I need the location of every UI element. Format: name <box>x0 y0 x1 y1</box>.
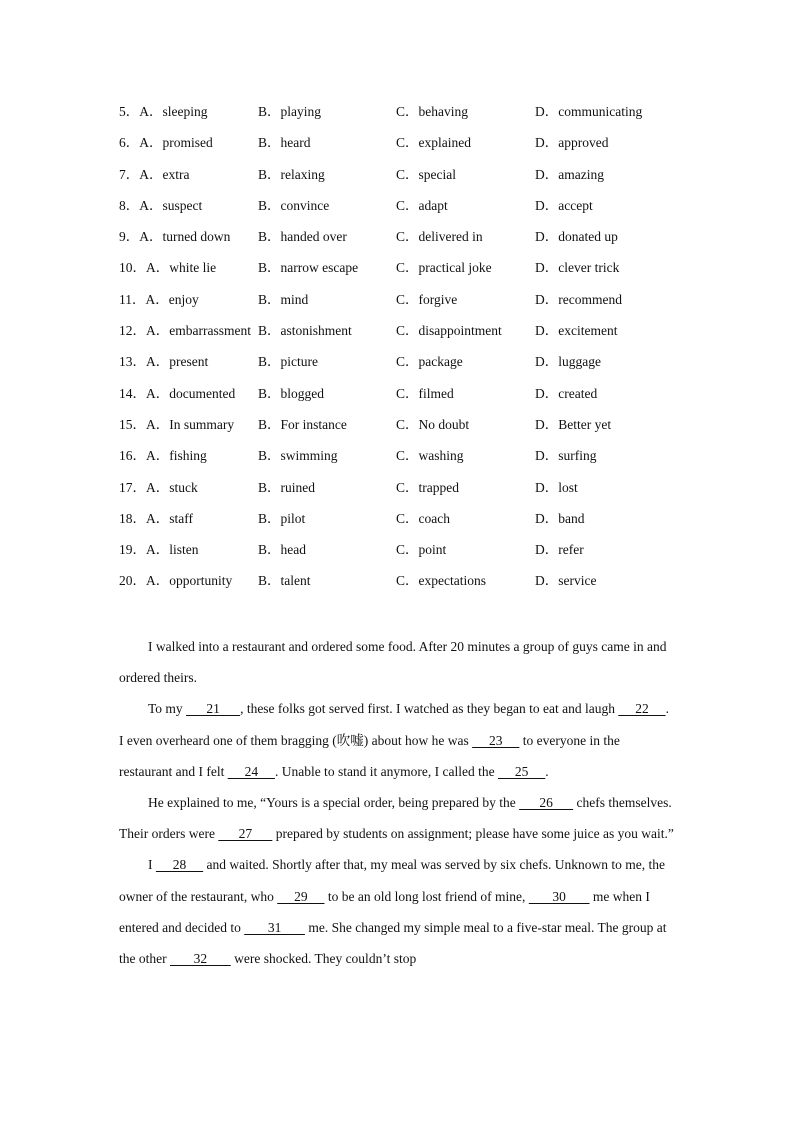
blank-26: 26 <box>519 795 574 811</box>
option-b: B．mind <box>258 291 309 307</box>
text: to be an old long lost friend of mine, <box>324 888 529 904</box>
option-b: B．picture <box>258 354 318 370</box>
option-d: D．clever trick <box>535 260 620 276</box>
option-a <box>119 445 207 467</box>
option-c: C．expectations <box>396 573 486 589</box>
paragraph-4 <box>119 849 675 974</box>
text: . Unable to stand it anymore, I called the <box>274 763 499 779</box>
option-b: B．ruined <box>258 479 315 495</box>
blank-23: 23 <box>472 732 520 748</box>
option-a <box>119 132 213 154</box>
option-c: C．delivered in <box>396 229 483 245</box>
option-a <box>119 508 193 530</box>
option-a <box>119 257 216 279</box>
option-c: C．explained <box>396 135 471 151</box>
option-c: C．trapped <box>396 479 459 495</box>
option-d: D．created <box>535 385 598 401</box>
text: He explained to me, “Yours is a special order, being prepared by the <box>148 795 520 811</box>
blank-27: 27 <box>218 826 273 842</box>
blank-21: 21 <box>186 701 241 717</box>
text: were shocked. They couldn’t stop <box>230 951 417 967</box>
option-c: C．special <box>396 166 456 182</box>
option-c: C．practical joke <box>396 260 492 276</box>
text: and waited. Shortly after that, my meal was served by six chefs. Unknown to me, the owner of the restaurant, who <box>119 857 666 904</box>
question-number: 16． <box>119 448 146 464</box>
option-b: B．talent <box>258 573 311 589</box>
option-b: B．handed over <box>258 229 347 245</box>
blank-30: 30 <box>528 888 590 904</box>
option-a-text: A．suspect <box>139 197 203 213</box>
blank-24: 24 <box>227 763 275 779</box>
option-d: D．luggage <box>535 354 601 370</box>
option-b: B．swimming <box>258 448 338 464</box>
option-a-text: A．documented <box>146 385 236 401</box>
option-a <box>119 226 230 248</box>
question-row <box>119 226 719 257</box>
text: I <box>148 857 156 873</box>
option-a-text: A．enjoy <box>145 291 199 307</box>
option-b: B．astonishment <box>258 323 352 339</box>
question-number: 20． <box>119 573 146 589</box>
option-d: D．lost <box>535 479 578 495</box>
question-row <box>119 570 719 601</box>
option-a-text: A．turned down <box>139 229 231 245</box>
option-a <box>119 477 198 499</box>
question-number: 19． <box>119 542 146 558</box>
option-c: C．coach <box>396 510 450 526</box>
option-d: D．communicating <box>535 104 643 119</box>
text: prepared by students on assignment; please have some juice as you wait.” <box>272 826 674 842</box>
option-a-text: A．present <box>146 354 209 370</box>
question-row <box>119 195 719 226</box>
question-number: 10． <box>119 260 146 276</box>
option-d: D．approved <box>535 135 609 151</box>
question-row <box>119 414 719 445</box>
question-row <box>119 289 719 320</box>
option-a-text: A．promised <box>139 135 213 151</box>
option-b: B．For instance <box>258 416 347 432</box>
question-row <box>119 383 719 414</box>
option-c: C．No doubt <box>396 416 470 432</box>
question-number: 12． <box>119 323 146 339</box>
option-d: D．excitement <box>535 323 618 339</box>
blank-25: 25 <box>498 763 546 779</box>
blank-28: 28 <box>155 857 204 873</box>
option-d: D．recommend <box>535 291 622 307</box>
question-row <box>119 539 719 570</box>
text: to everyone in the restaurant and I felt <box>119 732 620 779</box>
question-row <box>119 477 719 508</box>
option-c: C．filmed <box>396 385 454 401</box>
option-a-text: A．In summary <box>146 416 235 432</box>
option-c: C．forgive <box>396 291 458 307</box>
option-a <box>119 383 235 405</box>
option-b: B．heard <box>258 135 311 151</box>
option-d: D．donated up <box>535 229 618 245</box>
blank-29: 29 <box>277 888 325 904</box>
paragraph-2 <box>119 693 675 787</box>
question-options-list <box>119 101 719 602</box>
text: me. She changed my simple meal to a five-star meal. The group at the other <box>119 919 667 967</box>
blank-32: 32 <box>169 951 231 967</box>
question-number: 8． <box>119 197 140 213</box>
option-a-text: A．sleeping <box>139 104 208 119</box>
option-a <box>119 164 189 186</box>
question-row <box>119 257 719 288</box>
question-row <box>119 320 719 351</box>
question-row <box>119 132 719 163</box>
question-number: 13． <box>119 354 146 370</box>
option-a-text: A．embarrassment <box>146 323 251 339</box>
option-a <box>119 289 199 311</box>
option-a-text: A．white lie <box>146 260 217 276</box>
option-a-text: A．stuck <box>146 479 198 495</box>
option-a <box>119 570 232 592</box>
text: To my <box>148 701 187 717</box>
option-a-text: A．staff <box>146 510 193 526</box>
question-row <box>119 508 719 539</box>
question-number: 7． <box>119 166 140 182</box>
question-row <box>119 101 719 132</box>
option-b: B．convince <box>258 197 330 213</box>
option-a <box>119 351 208 373</box>
option-d: D．accept <box>535 197 593 213</box>
option-a-text: A．fishing <box>146 448 207 464</box>
option-b: B．playing <box>258 104 321 119</box>
option-c: C．package <box>396 354 463 370</box>
option-a-text: A．extra <box>139 166 190 182</box>
blank-22: 22 <box>618 701 666 717</box>
option-a <box>119 320 251 342</box>
blank-31: 31 <box>244 919 305 935</box>
option-a <box>119 195 202 217</box>
option-b: B．pilot <box>258 510 306 526</box>
option-b: B．head <box>258 542 306 558</box>
question-row <box>119 351 719 382</box>
option-c: C．adapt <box>396 197 448 213</box>
text: chefs themselves. Their orders were <box>119 795 672 842</box>
option-a <box>119 539 199 561</box>
question-number: 11． <box>119 291 146 307</box>
text: me when I entered and decided to <box>119 888 650 935</box>
paragraph-3 <box>119 787 675 849</box>
option-c: C．behaving <box>396 104 468 119</box>
option-c: C．washing <box>396 448 464 464</box>
question-row <box>119 445 719 476</box>
option-d: D．refer <box>535 542 584 558</box>
cloze-passage <box>119 631 675 974</box>
option-c: C．disappointment <box>396 323 502 339</box>
question-number: 5． <box>119 104 140 119</box>
question-row <box>119 164 719 195</box>
question-number: 18． <box>119 510 146 526</box>
question-number: 17． <box>119 479 146 495</box>
question-number: 14． <box>119 385 146 401</box>
text: . I even overheard one of them bragging (吹嘘) about how he was <box>119 701 669 748</box>
option-b: B．blogged <box>258 385 324 401</box>
option-d: D．surfing <box>535 448 597 464</box>
option-b: B．relaxing <box>258 166 325 182</box>
option-a <box>119 414 234 436</box>
option-a <box>119 101 208 123</box>
option-a-text: A．opportunity <box>146 573 233 589</box>
option-d: D．band <box>535 510 585 526</box>
option-b: B．narrow escape <box>258 260 359 276</box>
text: . <box>545 763 549 779</box>
question-number: 15． <box>119 416 146 432</box>
option-d: D．Better yet <box>535 416 612 432</box>
option-d: D．amazing <box>535 166 604 182</box>
option-c: C．point <box>396 542 447 558</box>
paragraph-1: I walked into a restaurant and ordered some food. After 20 minutes a group of guys came in and ordered theirs. <box>119 639 667 686</box>
question-number: 9． <box>119 229 140 245</box>
option-d: D．service <box>535 573 597 589</box>
question-number: 6． <box>119 135 140 151</box>
text: , these folks got served first. I watched as they began to eat and laugh <box>240 701 619 717</box>
option-a-text: A．listen <box>146 542 199 558</box>
